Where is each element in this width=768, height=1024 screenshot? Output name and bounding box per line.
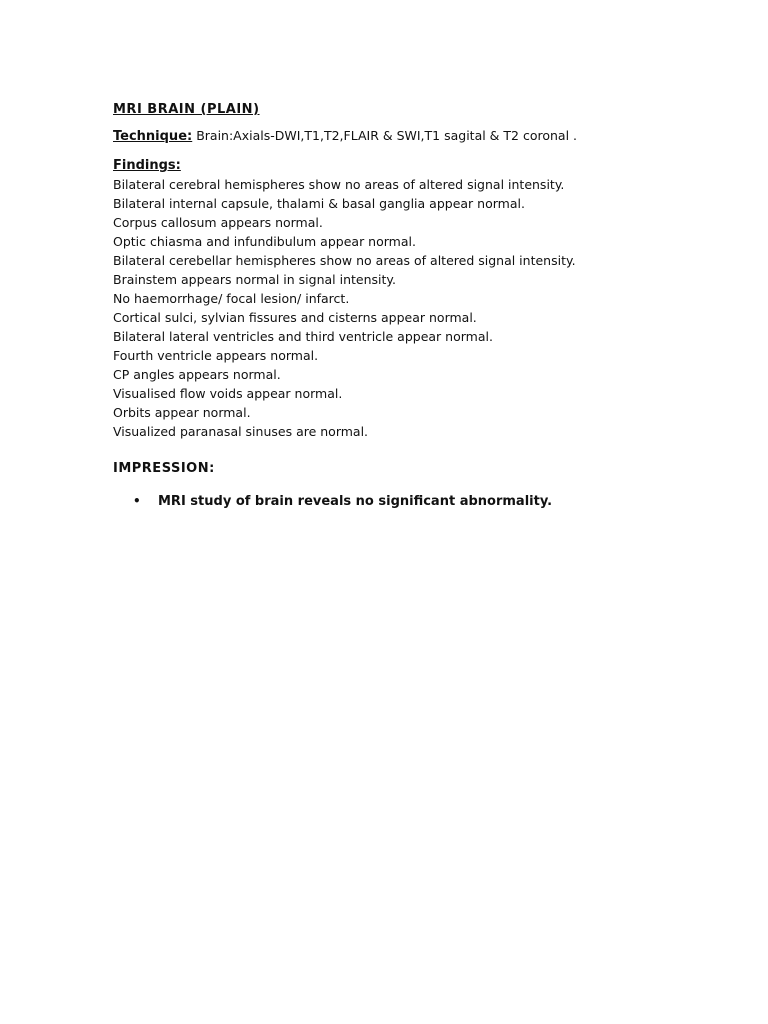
finding-item: CP angles appears normal. xyxy=(113,367,281,382)
finding-item: Cortical sulci, sylvian fissures and cisterns appear normal. xyxy=(113,310,477,325)
impression-text: MRI study of brain reveals no significant abnormality. xyxy=(158,494,553,509)
bullet-icon: • xyxy=(133,494,141,508)
technique-line xyxy=(113,126,733,145)
impression-item xyxy=(113,492,733,511)
finding-item: No haemorrhage/ focal lesion/ infarct. xyxy=(113,291,350,306)
finding-item: Orbits appear normal. xyxy=(113,405,251,420)
technique-label: Technique: xyxy=(113,129,193,144)
findings-list xyxy=(113,175,733,441)
finding-item: Corpus callosum appears normal. xyxy=(113,215,323,230)
finding-item: Fourth ventricle appears normal. xyxy=(113,348,319,363)
report-page xyxy=(113,100,733,511)
finding-item: Bilateral internal capsule, thalami & basal ganglia appear normal. xyxy=(113,196,525,211)
impression-list xyxy=(113,492,733,511)
technique-value: Brain:Axials-DWI,T1,T2,FLAIR & SWI,T1 sagital & T2 coronal . xyxy=(192,128,577,143)
findings-heading: Findings: xyxy=(113,158,181,173)
finding-item: Bilateral cerebral hemispheres show no areas of altered signal intensity. xyxy=(113,177,565,192)
finding-item: Brainstem appears normal in signal intensity. xyxy=(113,272,397,287)
finding-item: Visualised flow voids appear normal. xyxy=(113,386,343,401)
finding-item: Bilateral cerebellar hemispheres show no areas of altered signal intensity. xyxy=(113,253,576,268)
finding-item: Visualized paranasal sinuses are normal. xyxy=(113,424,369,439)
finding-item: Optic chiasma and infundibulum appear normal. xyxy=(113,234,416,249)
report-title: MRI BRAIN (PLAIN) xyxy=(113,102,260,117)
impression-heading: IMPRESSION: xyxy=(113,461,215,476)
finding-item: Bilateral lateral ventricles and third ventricle appear normal. xyxy=(113,329,493,344)
